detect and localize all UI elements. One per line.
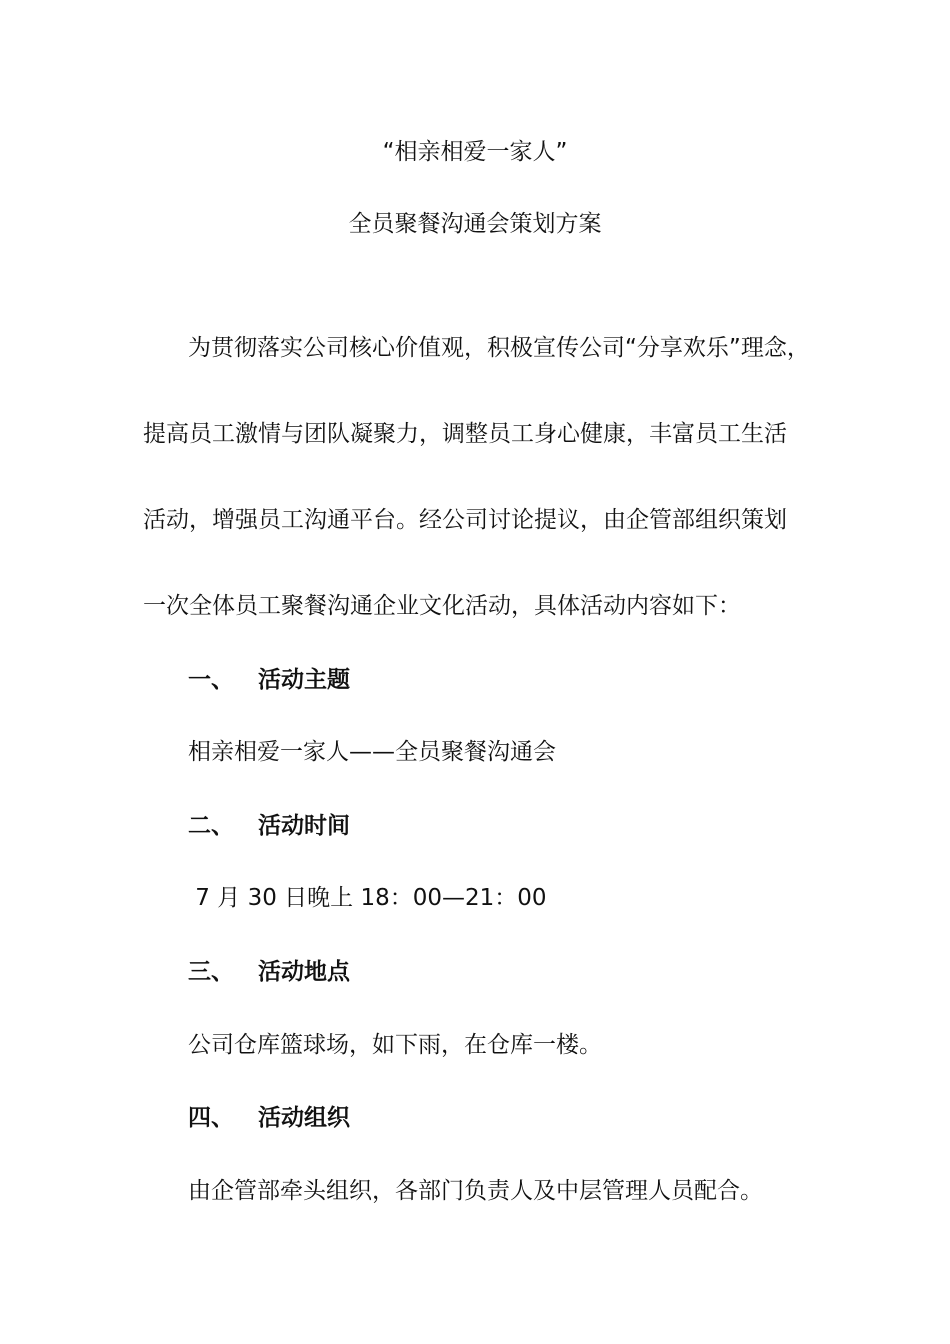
intro-paragraph-line-4: 一次全体员工聚餐沟通企业文化活动，具体活动内容如下：: [143, 593, 741, 619]
section-body-organization: 由企管部牵头组织，各部门负责人及中层管理人员配合。: [188, 1178, 763, 1204]
intro-paragraph-line-2: 提高员工激情与团队凝聚力，调整员工身心健康，丰富员工生活: [143, 421, 787, 447]
section-number: 四、: [188, 1105, 234, 1131]
section-body-location: 公司仓库篮球场，如下雨，在仓库一楼。: [188, 1032, 602, 1058]
section-heading-theme: [0, 665, 950, 695]
section-title: 活动时间: [258, 813, 350, 839]
section-title: 活动主题: [258, 667, 350, 693]
section-heading-organization: [0, 1103, 950, 1133]
section-title: 活动地点: [258, 959, 350, 985]
section-heading-location: [0, 957, 950, 987]
section-number: 一、: [188, 667, 234, 693]
section-number: 三、: [188, 959, 234, 985]
section-number: 二、: [188, 813, 234, 839]
intro-paragraph-line-3: 活动，增强员工沟通平台。经公司讨论提议，由企管部组织策划: [143, 507, 787, 533]
document-title-quote: “相亲相爱一家人”: [382, 139, 568, 165]
section-body-time: 7 月 30 日晚上 18：00—21：00: [188, 885, 547, 911]
intro-paragraph-line-1: 为贯彻落实公司核心价值观，积极宣传公司“分享欢乐”理念，: [188, 335, 810, 361]
section-body-theme: 相亲相爱一家人——全员聚餐沟通会: [188, 739, 556, 765]
section-heading-time: [0, 811, 950, 841]
section-title: 活动组织: [258, 1105, 350, 1131]
document-title: 全员聚餐沟通会策划方案: [348, 211, 602, 237]
